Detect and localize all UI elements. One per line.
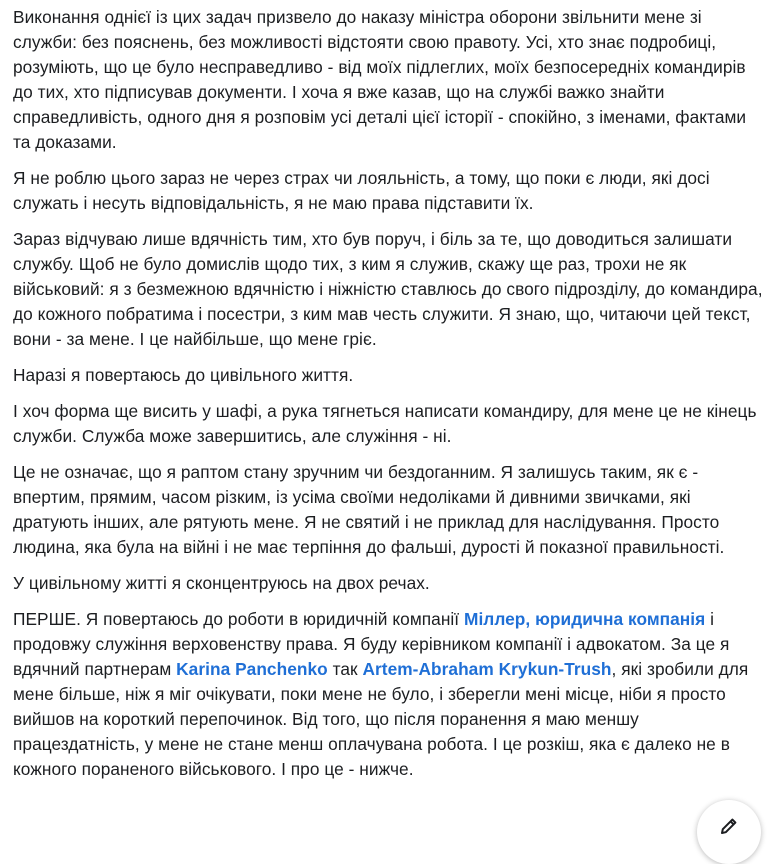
- post-paragraph-5: І хоч форма ще висить у шафі, а рука тягнеться написати командиру, для мене це не кінець служби. Служба може завершитись, але служіння - ні.: [13, 401, 757, 446]
- post-paragraph-2: Я не роблю цього зараз не через страх чи лояльність, а тому, що поки є люди, які досі служать і несуть відповідальність, я не маю права підставити їх.: [13, 168, 710, 213]
- post-paragraph-8-text-1: ПЕРШЕ. Я повертаюсь до роботи в юридичній компанії: [13, 609, 465, 629]
- post-paragraph-8: [13, 607, 765, 782]
- post-paragraph-6: Це не означає, що я раптом стану зручним чи бездоганним. Я залишусь таким, як є - впертим, прямим, часом різким, із усіма своїми недоліками й дивними звичками, які дратують інших, але рятують мене. Я не святий і не приклад для наслідування. Просто людина, яка була на війні і не має терпіння до фальші, дурості й показної правильності.: [13, 462, 725, 557]
- compose-button[interactable]: [697, 800, 761, 864]
- post-paragraph-8-text-4: , які зробили для мене більше, ніж я міг очікувати, поки мене не було, і зберегли мені місце, ніби я просто вийшов на короткий перепочинок. Від того, що після поранення я маю меншу працездатність, у мене не стане менш оплачувана робота. І це розкіш, яка є далеко не в кожного пораненого військового. І про це - нижче.: [13, 659, 749, 779]
- post-paragraph-7: У цивільному житті я сконцентруюсь на двох речах.: [13, 573, 430, 593]
- post-paragraph-8-text-3: так: [327, 659, 363, 679]
- edit-icon: [719, 816, 739, 836]
- mention-link-artem-abraham-krykun-trush[interactable]: Artem-Abraham Krykun-Trush: [362, 659, 612, 679]
- mention-link-karina-panchenko[interactable]: Karina Panchenko: [176, 659, 328, 679]
- post-paragraph-1: Виконання однієї із цих задач призвело до наказу міністра оборони звільнити мене зі служби: без пояснень, без можливості відстояти свою правоту. Усі, хто знає подробиці, розуміють, що це було несправедливо - від моїх підлеглих, моїх безпосередніх командирів до тих, хто підписував документи. І хоча я вже казав, що на службі важко знайти справедливість, одного дня я розповім усі деталі цієї історії - спокійно, з іменами, фактами та доказами.: [13, 7, 747, 152]
- post-paragraph-3: Зараз відчуваю лише вдячність тим, хто був поруч, і біль за те, що доводиться залишати службу. Щоб не було домислів щодо тих, з ким я служив, скажу ще раз, трохи не як військовий: я з безмежною вдячністю і ніжністю ставлюсь до свого підрозділу, до командира, до кожного побратима і посестри, з ким мав честь служити. Я знаю, що, читаючи цей текст, вони - за мене. І це найбільше, що мене гріє.: [13, 229, 763, 349]
- post-body: [13, 5, 765, 793]
- mention-link-miller-law-firm[interactable]: Міллер, юридична компанія: [464, 609, 706, 629]
- post-paragraph-4: Наразі я повертаюсь до цивільного життя.: [13, 365, 354, 385]
- post-paragraph-8-text-2: і продовжу служіння верховенству права. Я буду керівником компанії і адвокатом. За це я вдячний партнерам: [13, 609, 730, 679]
